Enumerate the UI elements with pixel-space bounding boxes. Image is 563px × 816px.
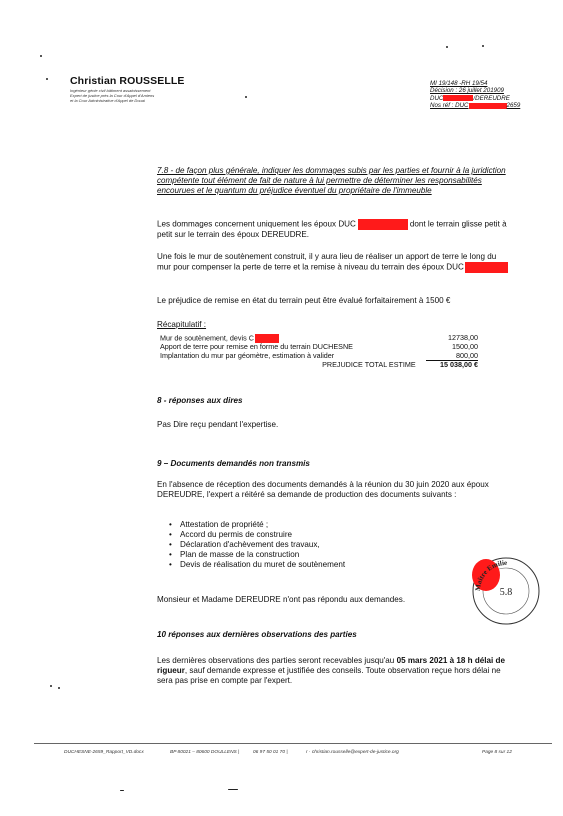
list-item: • Déclaration d'achèvement des travaux, [180,540,517,550]
ref-text: 2659 [506,102,521,110]
paragraph-text: Pas Dire reçu pendant l'expertise. [157,420,279,429]
list-item: • Accord du permis de construire [180,530,517,540]
total-label: PREJUDICE TOTAL ESTIME [322,359,416,369]
paragraph [157,252,512,273]
list-item: • Plan de masse de la construction [180,550,517,560]
section-10-title [157,630,512,640]
list-item: • Devis de réalisation du muret de soutènement [180,560,517,570]
section-title: 8 - réponses aux dires [157,396,243,405]
expert-name: Christian ROUSSELLE [70,75,185,87]
section-9-title [157,459,512,469]
stamp-signature: 5.8 [499,587,513,598]
ref-line [430,95,540,102]
paragraph-text: En l'absence de réception des documents demandés à la réunion du 30 juin 2020 aux époux DEREUDRE, l'expert a réitéré sa demande de production des documents suivants : [157,480,489,499]
list-item: • Attestation de propriété ; [180,520,517,530]
paragraph-text: dont le terrain glisse petit à petit sur le terrain des époux DEREUDRE. [157,219,507,239]
ref-text: Nos réf : DUC [430,102,469,110]
recap-heading: Récapitulatif : [157,320,207,329]
paragraph [157,480,512,500]
paragraph-text: , sauf demande expresse et justifiée des conseils. Toute observation reçue hors délai ne sera pas prise en compte par l'expert. [157,666,501,685]
expert-subtitle [70,88,180,103]
paragraph-text: Le préjudice de remise en état du terrain peut être évalué forfaitairement à 1500 € [157,296,451,305]
subtitle-line: Expert de justice près la Cour d'Appel d'Amiens [70,93,155,98]
section-title: 9 – Documents demandés non transmis [157,459,310,468]
ref-text: DUC [430,94,444,102]
section-8-title [157,396,512,406]
ref-line: Décision : 26 juillet 201909 [430,87,504,95]
recap-item-value: 12738,00 [448,333,478,343]
ref-text: /DEREUDRE [473,94,510,102]
footer-file: DUCHESNE-2659_Rapport_VD.docx [64,750,144,755]
redaction-box [443,95,473,101]
recap-table-grid [160,334,478,370]
scan-speck [46,78,48,80]
deadline-text: 05 mars 2021 à 18 h délai de rigueur [157,656,505,675]
scan-speck [228,789,238,790]
recap-table [160,334,480,370]
section-7-8-title [157,166,512,196]
redaction-box [465,262,508,273]
scan-speck [58,687,60,689]
scan-speck [50,685,52,687]
footer-divider [34,743,552,744]
total-value: 15 038,00 € [440,360,478,370]
paragraph-text: Les dommages concernent uniquement les époux DUC [157,219,356,229]
recap-label [157,320,512,330]
paragraph-text: Monsieur et Madame DEREUDRE n'ont pas répondu aux demandes. [157,595,406,604]
recap-item-value: 800,00 [426,352,478,361]
footer-email: r · christian.rousselle@expert-de-justice.org [306,750,399,755]
notary-stamp-icon [470,555,542,627]
case-reference [430,80,540,110]
table-row [160,352,478,361]
subtitle-line: et la Cour Administrative d'Appel de Douai [70,98,145,103]
stamp-arc-text: Maître Emilie [473,558,508,592]
paragraph [157,656,512,686]
recap-item-label: Implantation du mur par géomètre, estimation à valider [160,350,335,360]
table-row [160,361,478,370]
footer-phone: 06 97 50 01 70 | [253,750,288,755]
subtitle-line: Ingénieur génie civil bâtiment assainissement [70,88,151,93]
ref-line [430,102,540,109]
ref-line: MI 19/148 -RH 19/54 [430,80,488,87]
recap-item-label: Mur de soutènement, devis C [160,333,254,343]
redaction-box [469,103,507,109]
footer-address: BP 80021 – 80600 DOULLENS | [170,750,240,755]
scan-speck [482,45,484,47]
paragraph [157,595,512,605]
section-title: 7.8 - de façon plus générale, indiquer les dommages subis par les parties et fournir à la juridiction compétente tout élément de fait de nature à lui permettre de déterminer les responsabilités encourues et le quantum du préjudice éventuel du propriétaire de l'immeuble [157,166,506,195]
paragraph-text: Une fois le mur de soutènement construit, il y aura lieu de réaliser un apport de terre le long du mur pour compenser la perte de terre et la remise à niveau du terrain des époux DUC [157,252,497,272]
scan-speck [40,55,42,57]
paragraph-text: Les dernières observations des parties seront recevables jusqu'au [157,656,397,665]
paragraph [157,296,512,306]
paragraph [157,420,512,430]
paragraph [157,219,512,240]
section-title: 10 réponses aux dernières observations des parties [157,630,357,639]
recap-item-label: Apport de terre pour remise en forme du terrain DUCHESNE [160,342,353,351]
scan-speck [245,96,247,98]
footer-page-number: Page 8 sur 12 [482,750,512,755]
recap-item-value: 1500,00 [452,342,478,351]
scan-speck [120,790,124,791]
document-list [162,520,517,570]
scan-speck [446,46,448,48]
redaction-box [358,219,408,230]
